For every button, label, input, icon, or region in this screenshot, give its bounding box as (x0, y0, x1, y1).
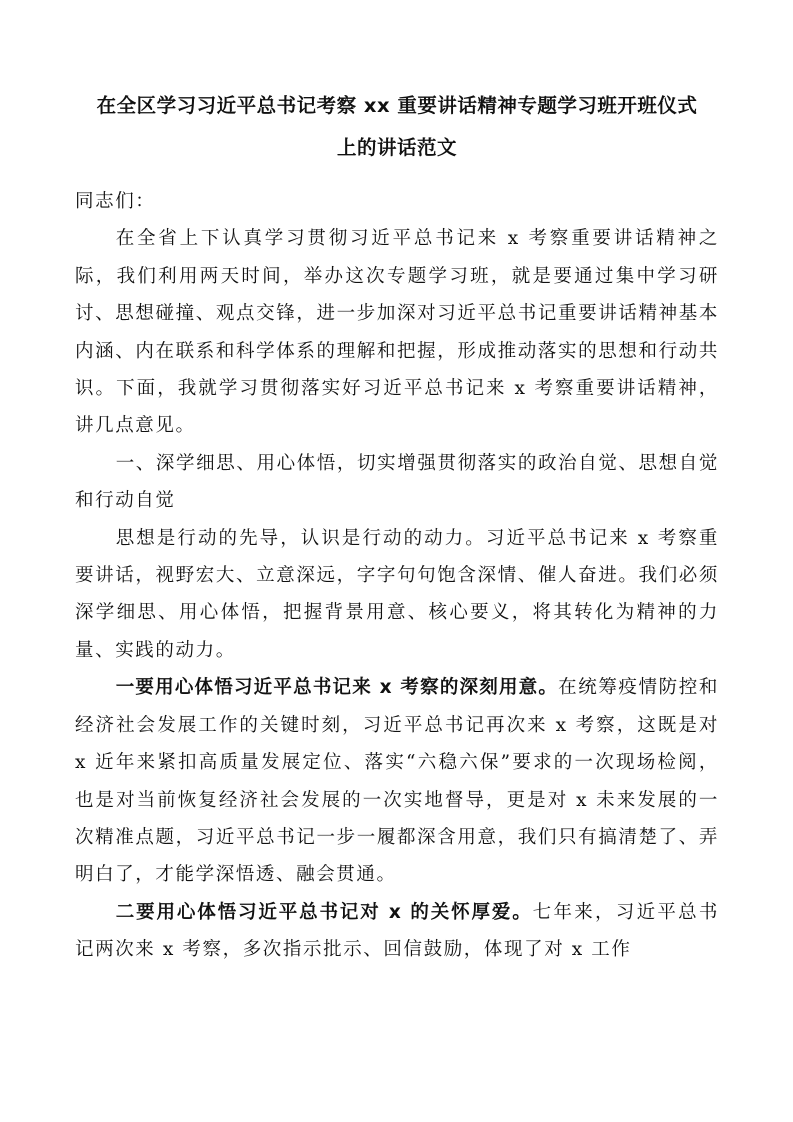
point-2-heading: 二要用心体悟习近平总书记对 x 的关怀厚爱。 (115, 901, 533, 923)
title-line-1: 在全区学习习近平总书记考察 xx 重要讲话精神专题学习班开班仪式 (96, 94, 698, 117)
paragraph-intro: 在全省上下认真学习贯彻习近平总书记来 x 考察重要讲话精神之际，我们利用两天时间，举办这次专题学习班，就是要通过集中学习研讨、思想碰撞、观点交锋，进一步加深对习近平总书记重要讲话精神基本内涵、内在联系和科学体系的理解和把握，形成推动落实的思想和行动共识。下面，我就学习贯彻落实好习近平总书记来 x 考察重要讲话精神，讲几点意见。 (75, 228, 719, 437)
point-1-text: 在统筹疫情防控和经济社会发展工作的关键时刻，习近平总书记再次来 x 考察，这既是对 x 近年来紧扣高质量发展定位、落实“六稳六保”要求的一次现场检阅，也是对当前恢复经济社会发展的一次实地督导，更是对 x 未来发展的一次精准点题，习近平总书记一步一履都深含用意，我们只有搞清楚了、弄明白了，才能学深悟透、融会贯通。 (75, 677, 719, 886)
document-body (75, 183, 719, 969)
paragraph-point-1 (75, 669, 719, 893)
salutation: 同志们： (75, 191, 156, 212)
section-heading-1: 一、深学细思、用心体悟，切实增强贯彻落实的政治自觉、思想自觉和行动自觉 (75, 452, 719, 512)
paragraph-section-1: 思想是行动的先导，认识是行动的动力。习近平总书记来 x 考察重要讲话，视野宏大、立意深远，字字句句饱含深情、催人奋进。我们必须深学细思、用心体悟，把握背景用意、核心要义，将其转化为精神的力量、实践的动力。 (75, 527, 719, 661)
paragraph-point-2 (75, 894, 719, 969)
title-line-2: 上的讲话范文 (336, 136, 457, 159)
point-1-heading: 一要用心体悟习近平总书记来 x 考察的深刻用意。 (115, 677, 559, 699)
point-2-text: 七年来，习近平总书记两次来 x 考察，多次指示批示、回信鼓励，体现了对 x 工作 (75, 901, 720, 961)
document-title (72, 85, 722, 169)
